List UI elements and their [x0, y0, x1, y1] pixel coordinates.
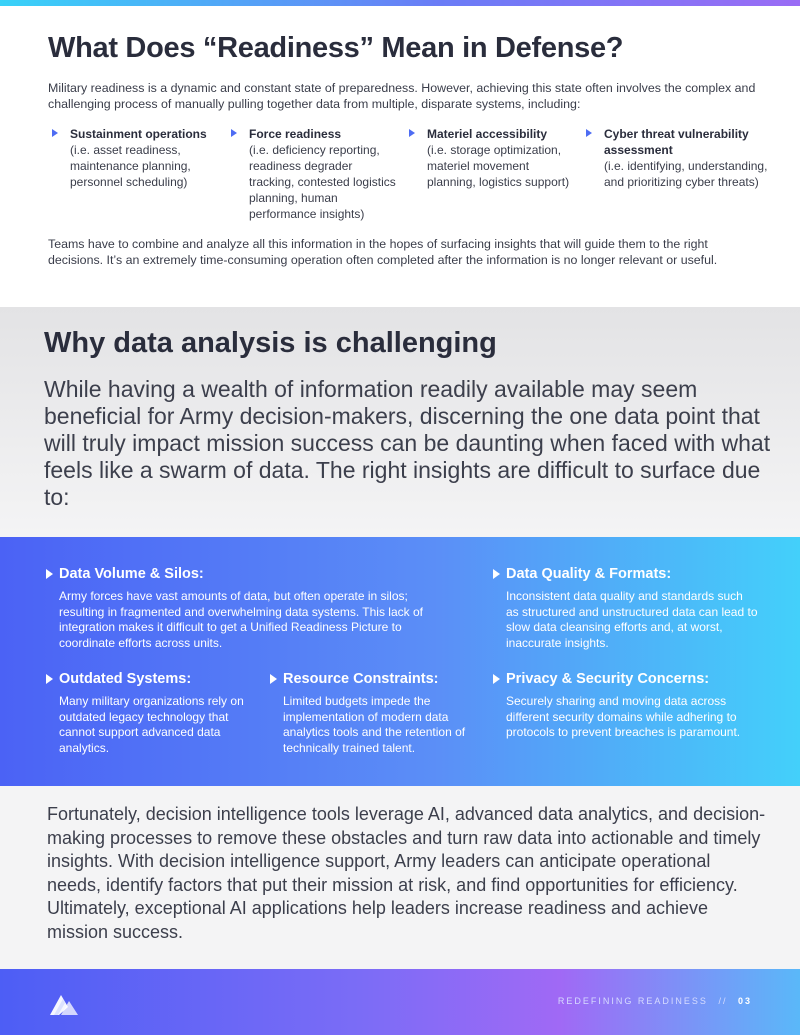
bullet-triangle-icon: [409, 129, 415, 137]
readiness-heading: What Does “Readiness” Mean in Defense?: [48, 32, 624, 64]
list-item-desc: (i.e. asset readiness, maintenance planning, personnel scheduling): [70, 143, 191, 189]
challenge-lead: While having a wealth of information readily available may seem beneficial for Army decision-makers, discerning the one data point that will truly impact mission success can be daunting when faced with what feels like a swarm of data. The right insights are difficult to surface due to:: [44, 376, 771, 510]
bullet-triangle-icon: [231, 129, 237, 137]
challenge-card-data-volume: [46, 565, 456, 651]
page-footer: [0, 969, 800, 1035]
readiness-systems-list: [52, 126, 772, 226]
list-item-force-readiness: [231, 126, 401, 222]
footer-label: [558, 996, 752, 1006]
challenge-card-outdated-systems: [46, 670, 246, 756]
list-item-desc: (i.e. identifying, understanding, and prioritizing cyber threats): [604, 159, 768, 189]
bullet-triangle-icon: [586, 129, 592, 137]
challenge-title: Data Quality & Formats:: [506, 566, 672, 582]
list-item-title: Force readiness: [249, 127, 342, 141]
list-item-title: Sustainment operations: [70, 127, 207, 141]
brand-logo-icon: [46, 991, 82, 1015]
conclusion-section: [0, 786, 800, 969]
list-item-sustainment: [52, 126, 212, 190]
list-item-desc: (i.e. storage optimization, materiel movement planning, logistics support): [427, 143, 570, 189]
list-item-cyber: [586, 126, 771, 190]
caret-right-icon: [493, 674, 500, 684]
caret-right-icon: [493, 569, 500, 579]
conclusion-paragraph: Fortunately, decision intelligence tools leverage AI, advanced data analytics, and decision-making processes to remove these obstacles and turn raw data into actionable and timely insights. With decision intelligence support, Army leaders can anticipate operational needs, identify factors that put their mission at risk, and find opportunities for efficiency. Ultimately, exceptional AI applications help leaders increase readiness and achieve mission success.: [47, 804, 766, 942]
challenge-card-resource-constraints: [270, 670, 470, 756]
footer-document-title: REDEFINING READINESS: [557, 996, 708, 1006]
challenge-desc: Army forces have vast amounts of data, but often operate in silos; resulting in fragmented and overwhelming data systems. This lack of integration makes it difficult to get a Unified Readiness Picture to coordinate efforts across units.: [59, 589, 423, 650]
challenge-card-data-quality: [493, 565, 758, 651]
list-item-title: Materiel accessibility: [427, 127, 548, 141]
challenge-title: Privacy & Security Concerns:: [506, 671, 710, 687]
page-number: 03: [737, 996, 752, 1006]
challenge-title: Outdated Systems:: [59, 671, 192, 687]
readiness-section: [0, 6, 800, 307]
caret-right-icon: [270, 674, 277, 684]
challenges-panel: [0, 537, 800, 786]
readiness-outro: Teams have to combine and analyze all this information in the hopes of surfacing insights that will guide them to the right decisions. It’s an extremely time-consuming operation often completed after the information is no longer relevant or useful.: [48, 237, 718, 267]
challenge-title: Resource Constraints:: [283, 671, 439, 687]
challenge-section: [0, 307, 800, 537]
caret-right-icon: [46, 674, 53, 684]
challenge-heading: Why data analysis is challenging: [44, 327, 497, 359]
readiness-intro: Military readiness is a dynamic and constant state of preparedness. However, achieving this state often involves the complex and challenging process of manually pulling together data from multiple, disparate systems, including:: [48, 81, 756, 111]
challenge-desc: Limited budgets impede the implementation of modern data analytics tools and the retention of technically trained talent.: [283, 694, 466, 755]
list-item-title: Cyber threat vulnerability assessment: [604, 127, 749, 157]
challenge-title: Data Volume & Silos:: [59, 566, 204, 582]
bullet-triangle-icon: [52, 129, 58, 137]
challenge-desc: Inconsistent data quality and standards such as structured and unstructured data can lead to slow data cleansing efforts and, at worst, inaccurate insights.: [506, 589, 758, 650]
footer-separator: //: [718, 996, 728, 1006]
challenge-card-privacy-security: [493, 670, 763, 741]
list-item-materiel: [409, 126, 579, 190]
caret-right-icon: [46, 569, 53, 579]
list-item-desc: (i.e. deficiency reporting, readiness degrader tracking, contested logistics planning, human performance insights): [249, 143, 396, 221]
challenge-desc: Securely sharing and moving data across different security domains while adhering to protocols to prevent breaches is paramount.: [506, 694, 741, 739]
challenge-desc: Many military organizations rely on outdated legacy technology that cannot support advanced data analytics.: [59, 694, 244, 755]
